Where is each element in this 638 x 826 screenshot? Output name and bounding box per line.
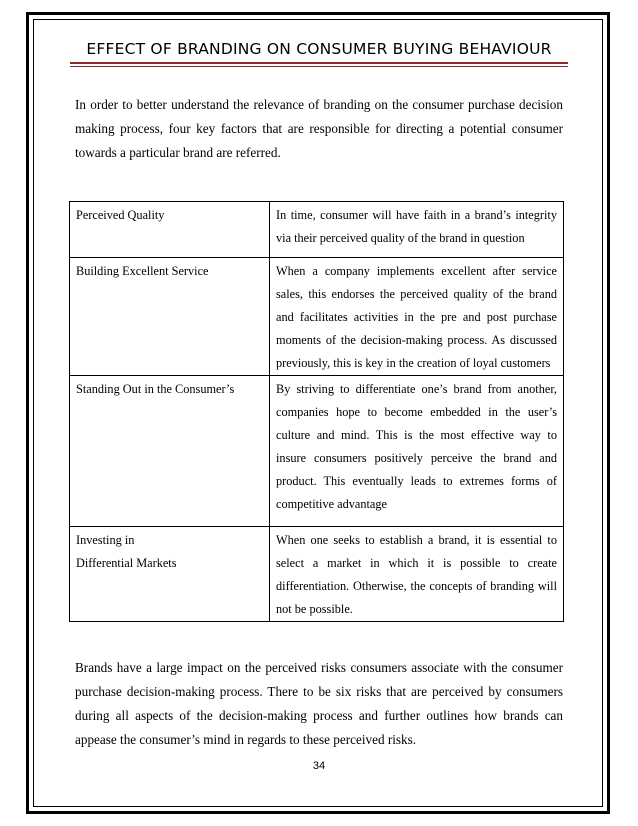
outro-paragraph: Brands have a large impact on the perceived risks consumers associate with the consumer purchase decision-making process. There to be six risks that are perceived by consumers during all aspects of the decision-making process and further outlines how brands can appease the consumer’s mind in regards to these perceived risks. bbox=[75, 660, 563, 747]
description-cell: When one seeks to establish a brand, it is essential to select a market in which it is possible to create differentiation. Otherwise, the concepts of branding will not be possible. bbox=[270, 527, 564, 622]
page-header-title: EFFECT OF BRANDING ON CONSUMER BUYING BEHAVIOUR bbox=[86, 40, 552, 58]
factor-cell: Perceived Quality bbox=[70, 202, 270, 258]
table-row bbox=[70, 202, 564, 258]
table-row bbox=[70, 376, 564, 527]
header-rule-thin bbox=[70, 66, 568, 67]
factor-cell: Standing Out in the Consumer’s bbox=[70, 376, 270, 527]
factor-cell: Investing in Differential Markets bbox=[70, 527, 270, 622]
table-row bbox=[70, 258, 564, 376]
description-cell: When a company implements excellent after service sales, this endorses the perceived quality of the brand and facilitates activities in the pre and post purchase moments of the decision-making process. As discussed previously, this is key in the creation of loyal customers bbox=[270, 258, 564, 376]
description-cell: In time, consumer will have faith in a brand’s integrity via their perceived quality of the brand in question bbox=[270, 202, 564, 258]
page-number: 34 bbox=[312, 760, 326, 772]
description-cell: By striving to differentiate one’s brand from another, companies hope to become embedded in the user’s culture and mind. This is the most effective way to insure consumers positively perceive the brand and product. This eventually leads to extremes forms of competitive advantage bbox=[270, 376, 564, 527]
branding-factors-table bbox=[69, 201, 564, 622]
intro-paragraph: In order to better understand the relevance of branding on the consumer purchase decision making process, four key factors that are responsible for directing a potential consumer towards a particular brand are referred. bbox=[75, 97, 563, 160]
factor-cell: Building Excellent Service bbox=[70, 258, 270, 376]
table-row bbox=[70, 527, 564, 622]
header-rule-thick bbox=[70, 62, 568, 64]
